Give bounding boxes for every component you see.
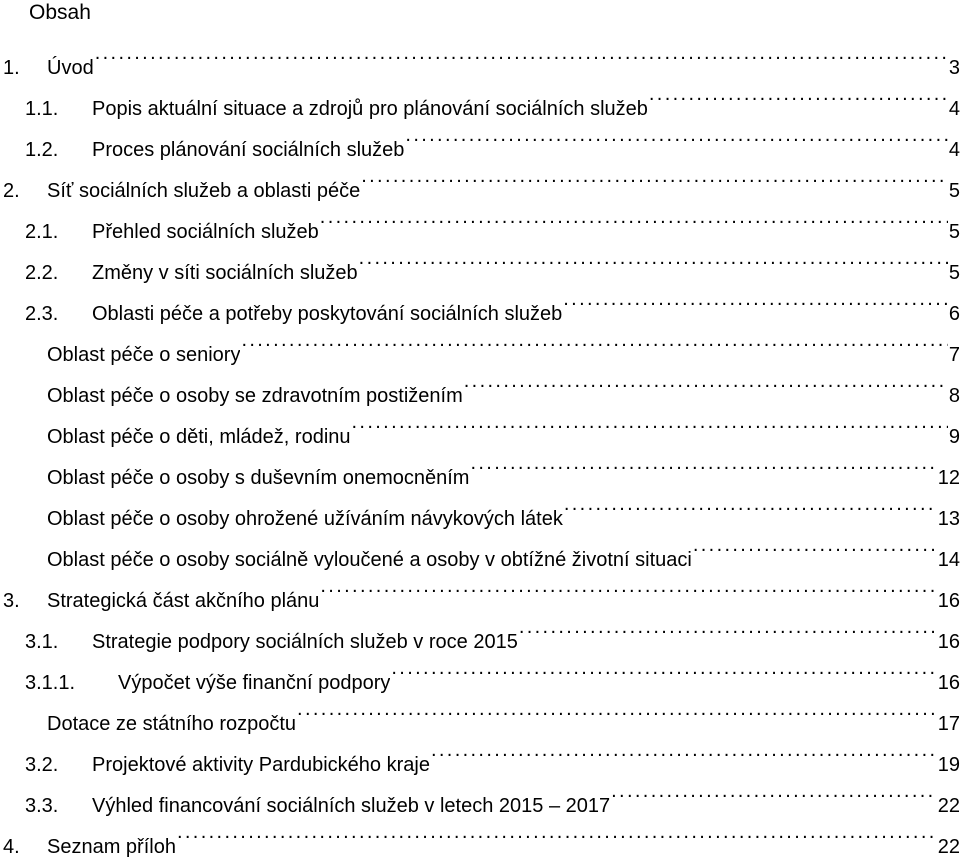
dot-leader: [611, 771, 937, 812]
toc-entry-page: 16: [937, 631, 960, 653]
toc-entry-title: Oblast péče o seniory: [47, 344, 241, 366]
dot-leader: [361, 156, 948, 197]
dot-leader: [464, 361, 948, 402]
toc-entry-number: 2.3.: [25, 303, 59, 325]
toc-entry-page: 5: [948, 221, 960, 243]
toc-entry-page: 5: [948, 262, 960, 284]
toc-entry-page: 8: [948, 385, 960, 407]
toc-entry-number: 2.1.: [25, 221, 59, 243]
dot-leader: [297, 689, 937, 730]
toc-entry-title: Změny v síti sociálních služeb: [92, 262, 358, 284]
dot-leader: [431, 730, 937, 771]
table-of-contents: [0, 33, 960, 858]
dot-leader: [177, 812, 937, 853]
toc-entry[interactable]: [0, 33, 960, 79]
dot-leader: [320, 197, 948, 238]
toc-entry[interactable]: [0, 279, 960, 325]
dot-leader: [564, 484, 937, 525]
toc-entry-number: 3.: [3, 590, 20, 612]
toc-entry-page: 17: [937, 713, 960, 735]
dot-leader: [405, 115, 947, 156]
toc-entry-page: 6: [948, 303, 960, 325]
dot-leader: [95, 33, 948, 74]
toc-entry-page: 16: [937, 672, 960, 694]
toc-entry[interactable]: [0, 443, 960, 489]
toc-entry-number: 1.: [3, 57, 20, 79]
toc-entry-title: Projektové aktivity Pardubického kraje: [92, 754, 430, 776]
toc-entry-page: 12: [937, 467, 960, 489]
toc-entry[interactable]: [0, 812, 960, 858]
toc-entry-title: Strategie podpory sociálních služeb v roce 2015: [92, 631, 518, 653]
dot-leader: [359, 238, 948, 279]
dot-leader: [391, 648, 936, 689]
toc-entry-title: Síť sociálních služeb a oblasti péče: [47, 180, 361, 202]
toc-entry[interactable]: [0, 402, 960, 448]
toc-entry-page: 13: [937, 508, 960, 530]
toc-entry-page: 4: [948, 139, 960, 161]
toc-entry-title: Popis aktuální situace a zdrojů pro plánování sociálních služeb: [92, 98, 648, 120]
toc-entry[interactable]: [0, 156, 960, 202]
toc-entry[interactable]: [0, 74, 960, 120]
toc-entry[interactable]: [0, 648, 960, 694]
toc-entry[interactable]: [0, 525, 960, 571]
toc-entry-number: 2.2.: [25, 262, 59, 284]
toc-entry-page: 4: [948, 98, 960, 120]
toc-entry-page: 3: [948, 57, 960, 79]
toc-entry[interactable]: [0, 607, 960, 653]
toc-entry-page: 5: [948, 180, 960, 202]
dot-leader: [352, 402, 948, 443]
dot-leader: [320, 566, 936, 607]
dot-leader: [470, 443, 936, 484]
toc-entry-number: 3.2.: [25, 754, 59, 776]
toc-entry-number: 4.: [3, 836, 20, 858]
dot-leader: [241, 320, 947, 361]
toc-entry-number: 3.1.1.: [25, 672, 76, 694]
toc-entry-page: 16: [937, 590, 960, 612]
toc-entry-title: Strategická část akčního plánu: [47, 590, 320, 612]
toc-entry-title: Oblast péče o osoby s duševním onemocněním: [47, 467, 470, 489]
dot-leader: [649, 74, 948, 115]
toc-entry-page: 14: [937, 549, 960, 571]
toc-entry-title: Oblasti péče a potřeby poskytování sociálních služeb: [92, 303, 563, 325]
toc-entry-number: 2.: [3, 180, 20, 202]
toc-entry-title: Seznam příloh: [47, 836, 176, 858]
toc-entry-title: Výpočet výše finanční podpory: [118, 672, 391, 694]
toc-entry-title: Oblast péče o osoby ohrožené užíváním návykových látek: [47, 508, 563, 530]
toc-title: Obsah: [29, 1, 91, 24]
toc-entry[interactable]: [0, 361, 960, 407]
toc-entry[interactable]: [0, 115, 960, 161]
toc-entry[interactable]: [0, 730, 960, 776]
toc-entry-title: Oblast péče o osoby sociálně vyloučené a osoby v obtížné životní situaci: [47, 549, 692, 571]
toc-entry[interactable]: [0, 689, 960, 735]
toc-entry-number: 3.1.: [25, 631, 59, 653]
toc-entry-page: 22: [937, 795, 960, 817]
toc-entry-page: 22: [937, 836, 960, 858]
toc-entry[interactable]: [0, 771, 960, 817]
toc-entry[interactable]: [0, 484, 960, 530]
dot-leader: [563, 279, 948, 320]
toc-entry-title: Oblast péče o děti, mládež, rodinu: [47, 426, 351, 448]
toc-entry-title: Oblast péče o osoby se zdravotním postižením: [47, 385, 463, 407]
dot-leader: [693, 525, 937, 566]
toc-entry-title: Dotace ze státního rozpočtu: [47, 713, 297, 735]
toc-entry-page: 7: [948, 344, 960, 366]
toc-entry-number: 3.3.: [25, 795, 59, 817]
toc-entry[interactable]: [0, 238, 960, 284]
dot-leader: [519, 607, 937, 648]
toc-entry[interactable]: [0, 566, 960, 612]
toc-entry-title: Proces plánování sociálních služeb: [92, 139, 405, 161]
toc-entry-number: 1.1.: [25, 98, 59, 120]
toc-entry-page: 9: [948, 426, 960, 448]
toc-entry-page: 19: [937, 754, 960, 776]
toc-entry-title: Přehled sociálních služeb: [92, 221, 319, 243]
toc-entry-title: Úvod: [47, 57, 94, 79]
toc-entry[interactable]: [0, 197, 960, 243]
toc-entry[interactable]: [0, 320, 960, 366]
toc-entry-title: Výhled financování sociálních služeb v letech 2015 – 2017: [92, 795, 611, 817]
toc-entry-number: 1.2.: [25, 139, 59, 161]
